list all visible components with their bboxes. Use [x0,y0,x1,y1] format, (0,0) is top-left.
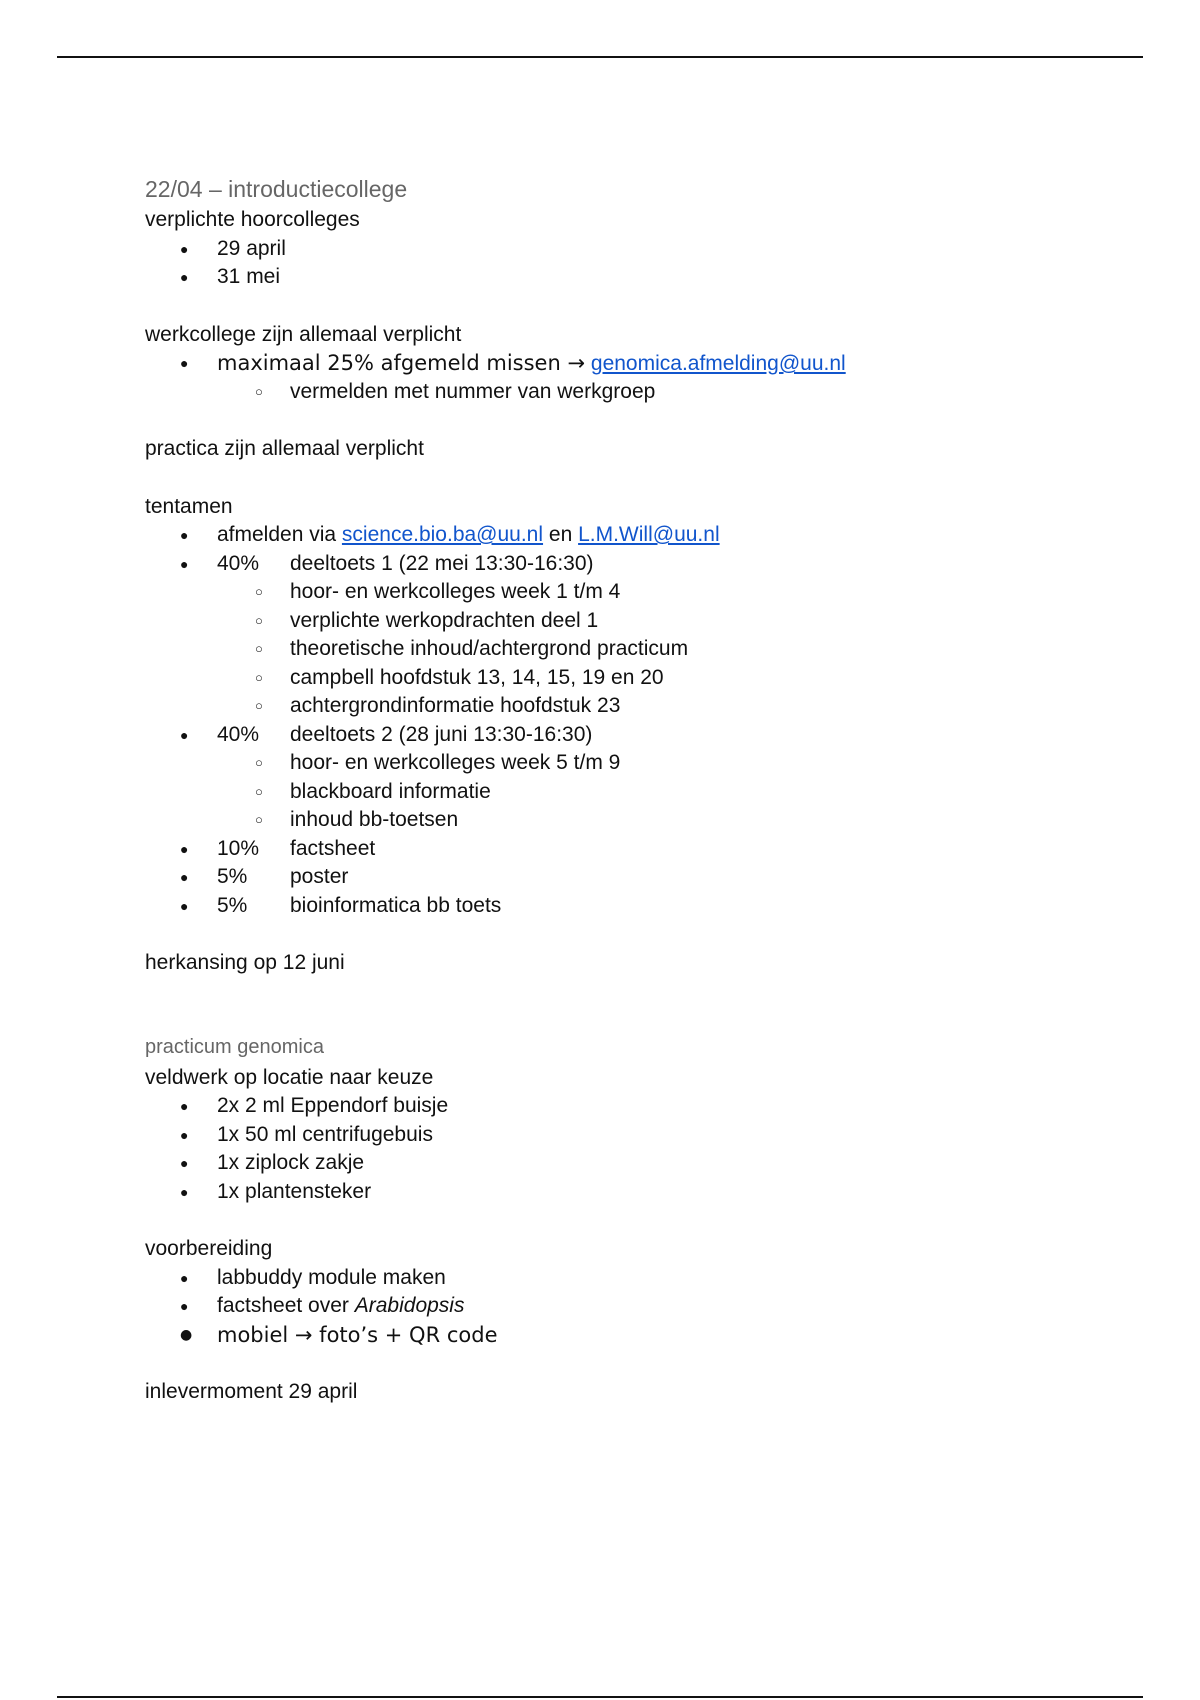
list-item: ● 2x 2 ml Eppendorf buisje [145,1092,1145,1121]
component-label: factsheet [290,836,376,860]
sub-list-item: ○ hoor- en werkcolleges week 1 t/m 4 [145,578,1145,607]
document-body [145,172,1145,1407]
sub-list-item: ○ hoor- en werkcolleges week 5 t/m 9 [145,749,1145,778]
weight: 5% [217,865,248,888]
afmelden-prefix: afmelden via [217,523,337,546]
list-item-missen [145,349,1145,378]
list-item: ● labbuddy module maken [145,1264,1145,1293]
component-label: poster [290,865,349,888]
list-item: ● 1x plantensteker [145,1178,1145,1207]
factsheet-prefix: factsheet over [217,1294,349,1317]
list-item-deeltoets-1 [145,550,1145,579]
weight: 40% [217,551,260,575]
sub-list-item: ○ vermelden met nummer van werkgroep [145,378,1145,407]
afmelden-mid: en [548,523,573,546]
werkcollege-title: werkcollege zijn allemaal verplicht [145,322,462,346]
sub-list-item: ○ achtergrondinformatie hoofdstuk 23 [145,692,1145,721]
deeltoets-label: deeltoets 2 (28 juni 13:30-16:30) [290,722,593,746]
list-item-bioinformatica [145,892,1145,921]
inlevermoment-text: inlevermoment 29 april [145,1380,358,1403]
hoorcolleges-title: verplichte hoorcolleges [145,208,360,231]
list-item-factsheet [145,835,1145,864]
missen-text: maximaal 25% afgemeld missen → [217,351,586,375]
voorbereiding-title: voorbereiding [145,1237,273,1260]
email-link-afmelding[interactable]: genomica.afmelding@uu.nl [590,352,846,375]
list-item-poster [145,863,1145,892]
sub-list-item: ○ theoretische inhoud/achtergrond practicum [145,635,1145,664]
tentamen-title: tentamen [145,494,233,518]
deeltoets-label: deeltoets 1 (22 mei 13:30-16:30) [290,551,594,575]
bottom-rule [57,1696,1143,1698]
list-item-factsheet-arabidopsis [145,1292,1145,1321]
weight: 40% [217,722,260,746]
heading-introductiecollege: 22/04 – introductiecollege [145,176,408,202]
list-item: ● 31 mei [145,263,1145,292]
sub-list-item: ○ campbell hoofdstuk 13, 14, 15, 19 en 20 [145,664,1145,693]
weight: 5% [217,893,248,917]
list-item-deeltoets-2 [145,721,1145,750]
practica-text: practica zijn allemaal verplicht [145,437,424,460]
veldwerk-title: veldwerk op locatie naar keuze [145,1065,434,1089]
list-item: ● 29 april [145,235,1145,264]
component-label: bioinformatica bb toets [290,893,502,917]
heading-practicum-genomica: practicum genomica [145,1035,324,1058]
sub-list-item: ○ verplichte werkopdrachten deel 1 [145,607,1145,636]
sub-list-item: ○ inhoud bb-toetsen [145,806,1145,835]
email-link-science[interactable]: science.bio.ba@uu.nl [341,523,544,546]
list-item-afmelden [145,521,1145,550]
weight: 10% [217,836,260,860]
list-item: ● 1x 50 ml centrifugebuis [145,1121,1145,1150]
species-name: Arabidopsis [354,1294,465,1317]
top-rule [57,56,1143,58]
list-item: ● 1x ziplock zakje [145,1149,1145,1178]
email-link-will[interactable]: L.M.Will@uu.nl [578,523,720,546]
sub-list-item: ○ blackboard informatie [145,778,1145,807]
list-item-mobiel: ● mobiel → foto’s + QR code [145,1321,1145,1350]
herkansing-text: herkansing op 12 juni [145,951,345,974]
